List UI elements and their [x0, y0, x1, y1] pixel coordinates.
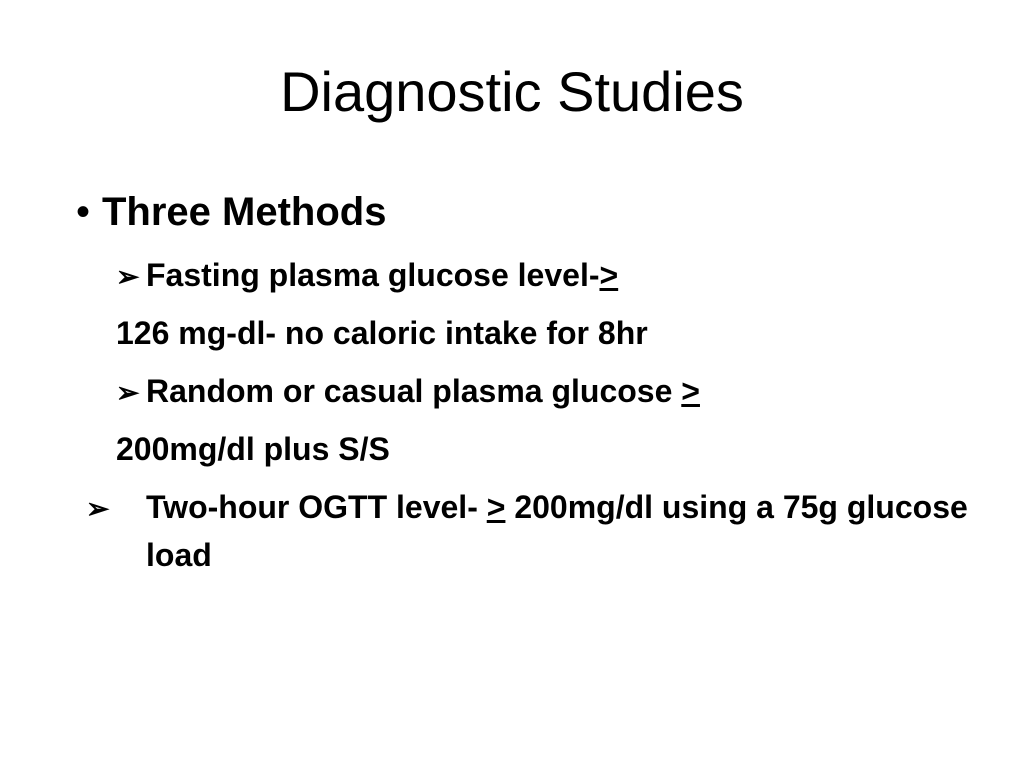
arrow-bullet-icon: ➢ — [86, 493, 110, 524]
method-fasting-detail: 126 mg-dl- no caloric intake for 8hr — [116, 315, 648, 351]
method-text-tail: 200mg/dl using a 75g glucose load — [146, 489, 968, 573]
method-text: Random or casual plasma glucose — [146, 373, 682, 409]
method-ogtt — [86, 484, 986, 578]
ge-symbol: > — [486, 489, 506, 525]
bullet-icon: • — [76, 190, 91, 234]
method-random-detail: 200mg/dl plus S/S — [116, 431, 390, 467]
method-random — [116, 368, 700, 416]
bullet-label: Three Methods — [102, 190, 387, 234]
method-text: Fasting plasma glucose level- — [146, 257, 600, 293]
method-text: Two-hour OGTT level- — [146, 489, 487, 525]
arrow-bullet-icon: ➢ — [116, 261, 140, 292]
method-fasting — [116, 252, 618, 300]
ge-symbol: > — [599, 257, 619, 293]
slide-title: Diagnostic Studies — [280, 60, 744, 123]
arrow-bullet-icon: ➢ — [116, 377, 140, 408]
bullet-three-methods — [76, 188, 386, 236]
ge-symbol: > — [681, 373, 700, 409]
